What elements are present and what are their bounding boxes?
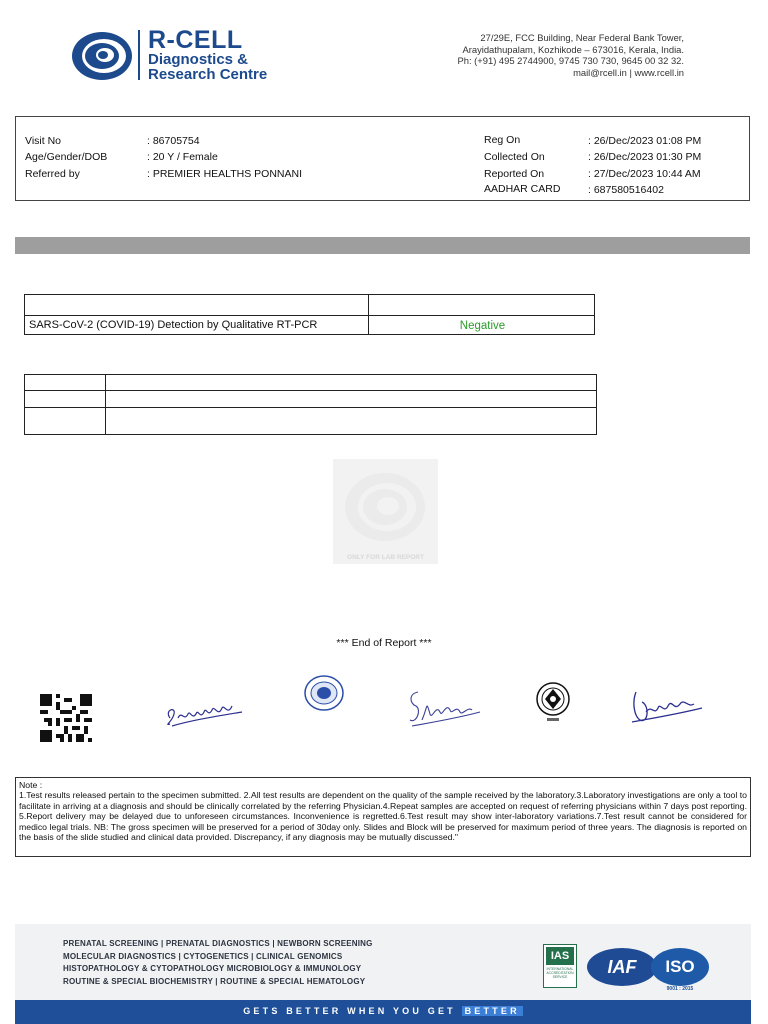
collected-on-value: : 26/Dec/2023 01:30 PM xyxy=(588,151,702,163)
footer xyxy=(15,924,751,1024)
age-gender-value: : 20 Y / Female xyxy=(147,151,218,163)
institution-seal-icon xyxy=(533,680,573,724)
tagline xyxy=(15,1006,751,1016)
disclaimer-note xyxy=(15,777,751,857)
end-of-report: *** End of Report *** xyxy=(336,637,432,649)
contact-phone: Ph: (+91) 495 2744900, 9745 730 730, 9645 00 32 32. xyxy=(457,55,684,66)
ias-subtitle: INTERNATIONAL ACCREDITATION SERVICE xyxy=(546,967,574,979)
iso-badge xyxy=(651,948,709,986)
ias-label: IAS xyxy=(546,947,574,965)
services-line: PRENATAL SCREENING | PRENATAL DIAGNOSTICS | NEWBORN SCREENING xyxy=(63,939,373,948)
services-line: HISTOPATHOLOGY & CYTOPATHOLOGY MICROBIOLOGY & IMMUNOLOGY xyxy=(63,964,362,974)
aadhar-value: : 687580516402 xyxy=(588,184,664,196)
table-divider xyxy=(25,390,596,391)
test-result: Negative xyxy=(459,320,506,332)
method-table xyxy=(24,374,597,435)
qr-code-icon xyxy=(40,694,92,742)
iaf-badge xyxy=(587,948,657,986)
aadhar-label: AADHAR CARD xyxy=(484,183,561,195)
note-body: 1.Test results released pertain to the specimen submitted. 2.All test results are dependent on the quality of the sample received by the laboratory.3.Laboratory investigations are only a tool to facilitate in arriving at a diagnosis and should be clinically correlated by the referring Physician.4.Repeat samples are accepted on request of referring physicians within 7 days post reporting. 5.Report delivery may be delayed due to unforeseen circumstances. Inconvenience is regretted.6.Test result may show inter-laboratory variations.7.Test result cannot be considered for medico legal trials. NB: The gross specimen will be preserved for a period of 30day only. Slides and Block will be preserved for maximum period of three years. The diagnosis is reported on the basis of the slide studied and clinical data provided. Discrepancy, if any diagnosis may be mutually discussed." xyxy=(19,790,747,843)
visit-no-value: : 86705754 xyxy=(147,135,200,147)
reported-on-value: : 27/Dec/2023 10:44 AM xyxy=(588,168,701,180)
watermark-text: ONLY FOR LAB REPORT xyxy=(347,554,424,561)
tagline-highlight: BETTER xyxy=(462,1006,523,1016)
note-title: Note : xyxy=(19,780,43,790)
test-name: SARS-CoV-2 (COVID-19) Detection by Qualitative RT-PCR xyxy=(29,319,318,331)
brand-subtitle-line2: Research Centre xyxy=(148,66,268,83)
result-table xyxy=(24,294,595,335)
contact-web: mail@rcell.in | www.rcell.in xyxy=(573,66,684,78)
services-list xyxy=(63,938,373,988)
iso-label: ISO xyxy=(665,957,695,976)
footer-tagline-bar xyxy=(15,1000,751,1024)
lab-watermark xyxy=(333,459,438,564)
visit-no-label: Visit No xyxy=(25,135,61,147)
company-address xyxy=(458,32,685,78)
section-divider-band xyxy=(15,237,750,254)
reg-on-label: Reg On xyxy=(484,134,521,146)
collected-on-label: Collected On xyxy=(484,151,545,163)
watermark-logo-icon xyxy=(333,463,438,553)
rcell-logo-icon xyxy=(68,30,132,82)
table-divider xyxy=(25,315,594,316)
services-line: ROUTINE & SPECIAL BIOCHEMISTRY | ROUTINE & SPECIAL HEMATOLOGY xyxy=(63,976,366,986)
ias-accreditation-badge xyxy=(543,944,577,988)
services-line: MOLECULAR DIAGNOSTICS | CYTOGENETICS | CLINICAL GENOMICS xyxy=(63,951,343,961)
signature-1-icon xyxy=(162,696,248,732)
brand-subtitle-line1: Diagnostics & xyxy=(148,51,249,68)
patient-details-box xyxy=(15,116,750,201)
referred-by-label: Referred by xyxy=(25,168,80,180)
signature-3-icon xyxy=(626,686,706,728)
table-divider xyxy=(105,375,106,434)
signature-2-icon xyxy=(404,686,484,730)
tagline-text: GETS BETTER WHEN YOU GET xyxy=(243,1006,456,1016)
brand-name: R-CELL xyxy=(148,26,243,54)
reg-on-value: : 26/Dec/2023 01:08 PM xyxy=(588,135,702,147)
table-divider xyxy=(25,407,596,408)
address-line: Arayidathupalam, Kozhikode – 673016, Kerala, India. xyxy=(462,43,684,55)
nabl-seal-icon xyxy=(303,674,345,712)
iso-year: 9001 : 2015 xyxy=(666,986,694,992)
company-logo xyxy=(68,28,308,84)
address-line: 27/29E, FCC Building, Near Federal Bank Tower, xyxy=(480,32,684,43)
iaf-label: IAF xyxy=(607,957,637,977)
referred-by-value: : PREMIER HEALTHS PONNANI xyxy=(147,168,302,180)
age-gender-label: Age/Gender/DOB xyxy=(25,151,108,163)
logo-divider xyxy=(138,30,140,80)
reported-on-label: Reported On xyxy=(484,168,545,180)
